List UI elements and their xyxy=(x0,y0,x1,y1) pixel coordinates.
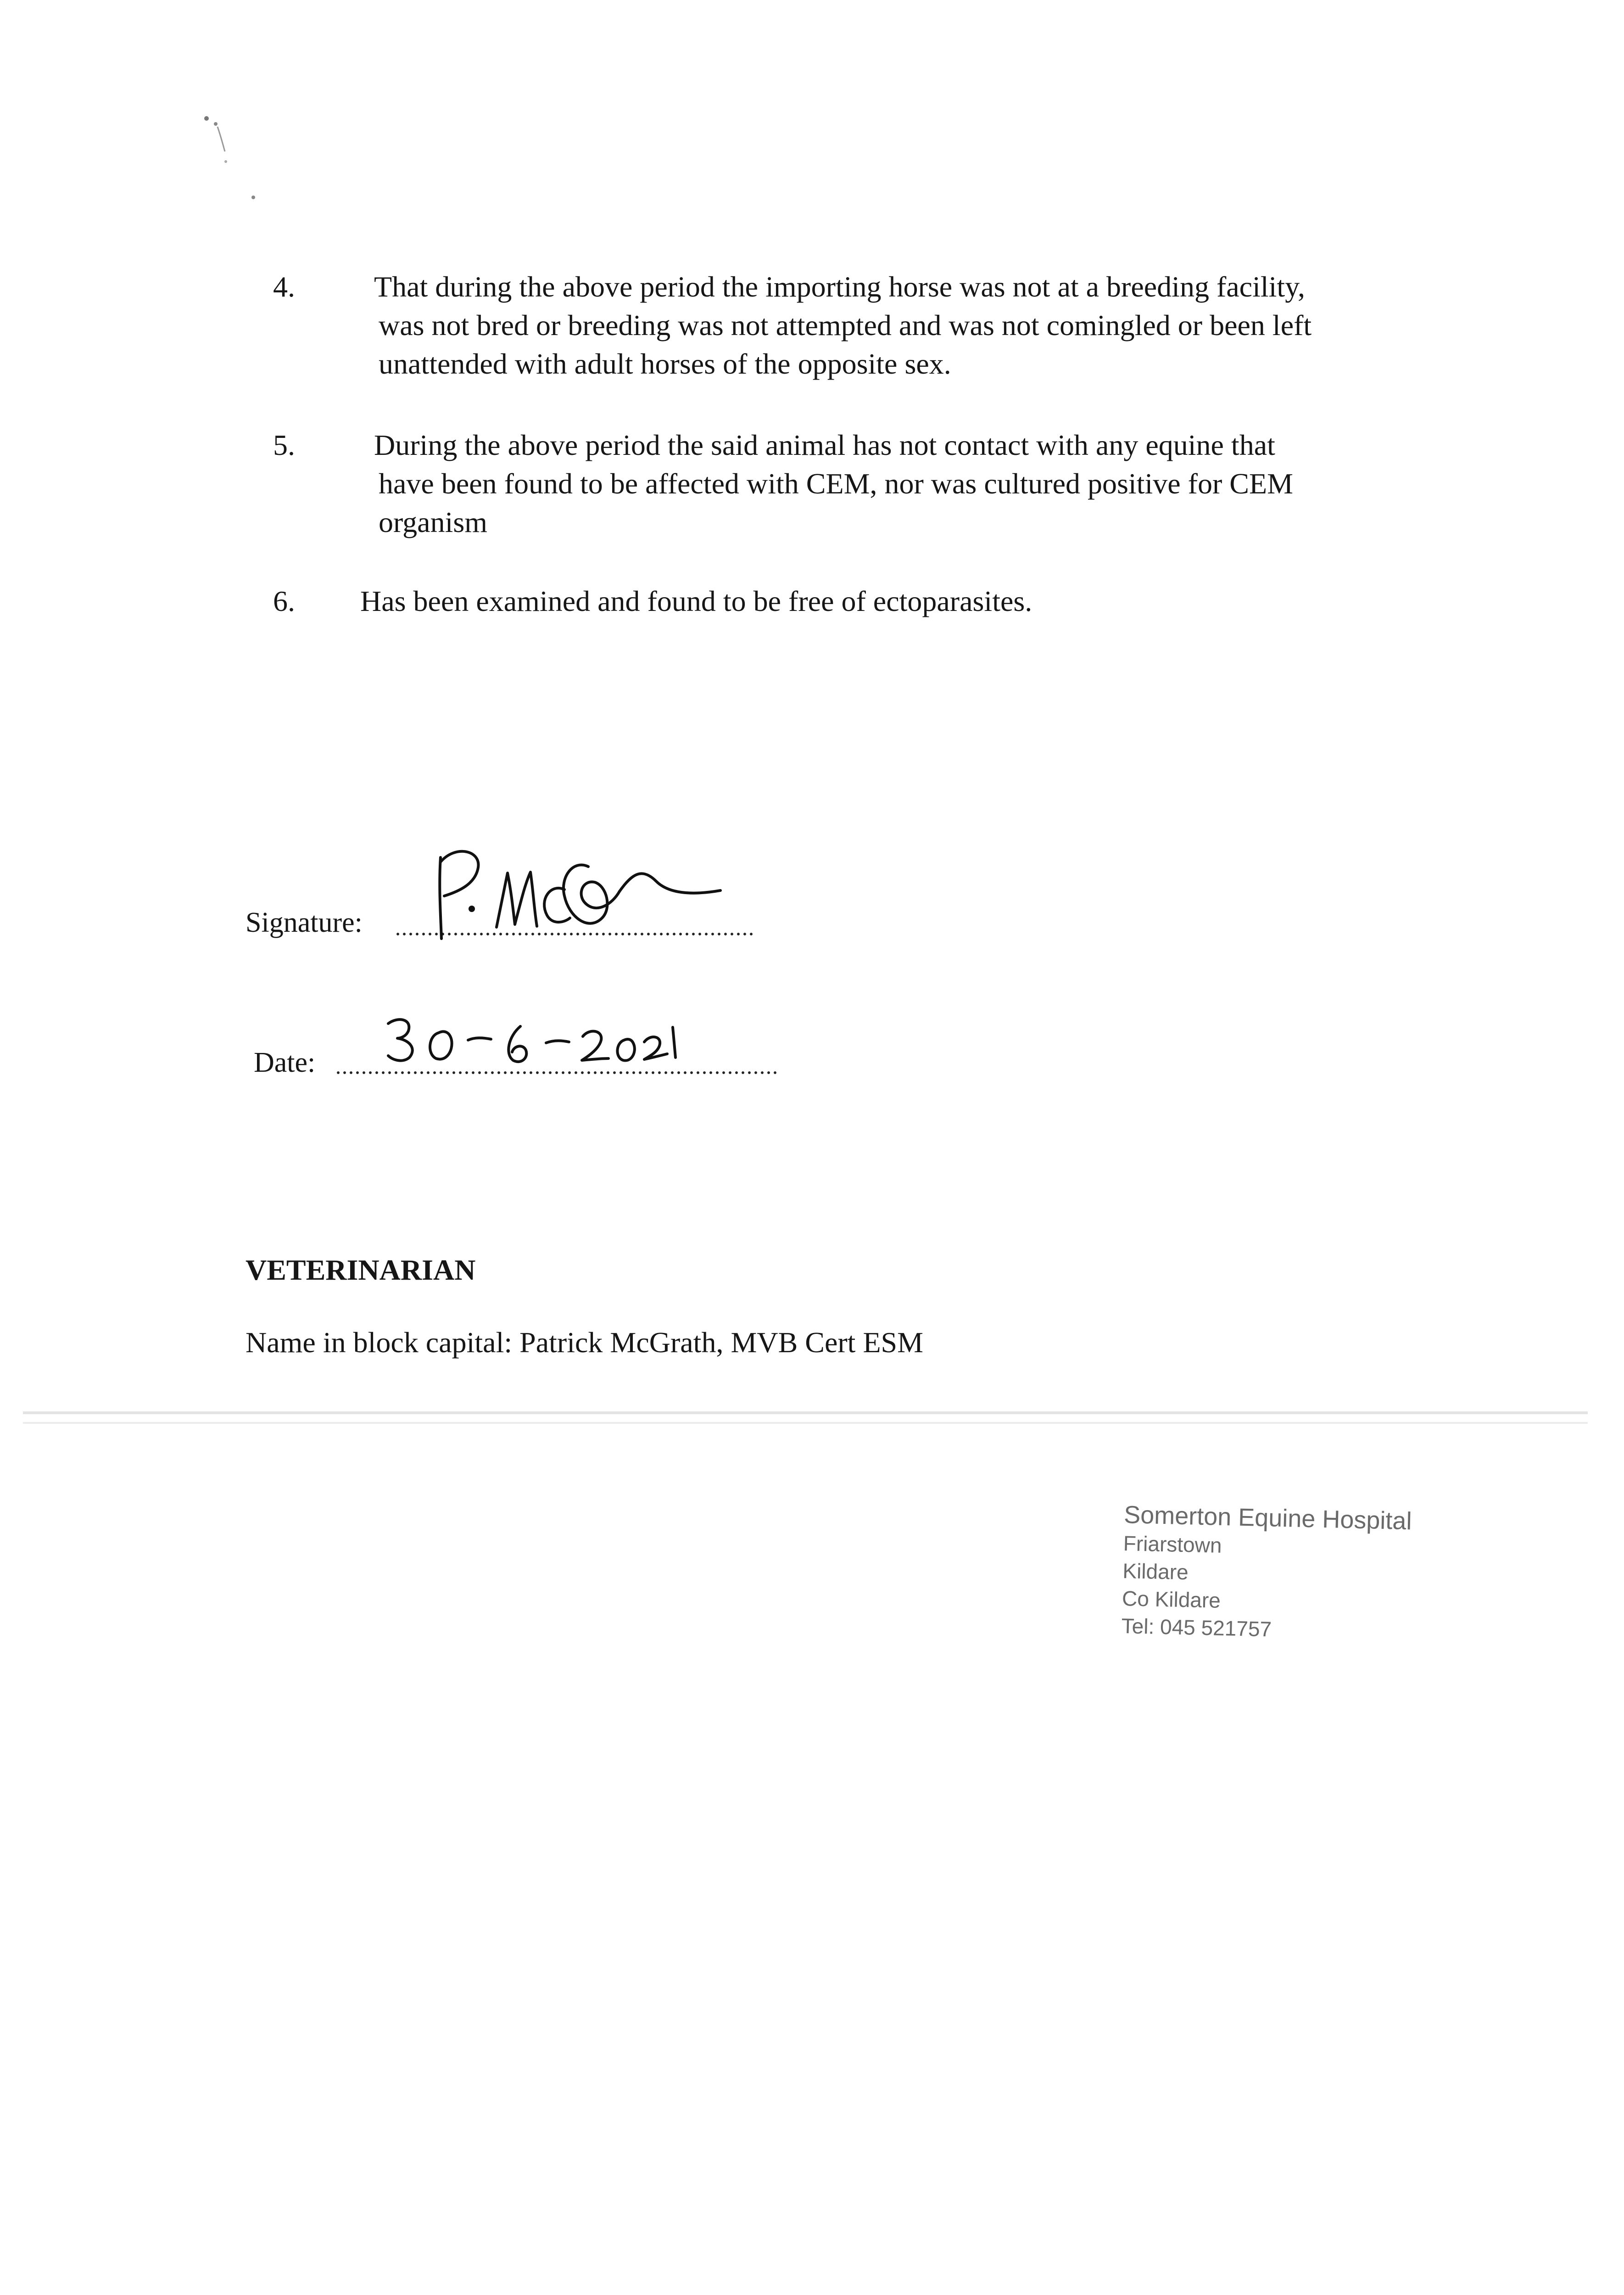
clause-line: unattended with adult horses of the opposite sex. xyxy=(379,347,951,380)
clause-line: was not bred or breeding was not attempted and was not comingled or been left xyxy=(379,309,1312,341)
stamp-line: Co Kildare xyxy=(1122,1586,1221,1612)
stamp-line: Kildare xyxy=(1122,1558,1189,1584)
veterinarian-heading: VETERINARIAN xyxy=(246,1254,476,1286)
stamp-line: Somerton Equine Hospital xyxy=(1123,1500,1412,1535)
clause-line: have been found to be affected with CEM, nor was cultured positive for CEM xyxy=(379,467,1293,500)
clause-number: 4. xyxy=(273,270,295,303)
clause-text xyxy=(374,268,1466,383)
clause-6 xyxy=(273,582,1466,621)
clause-line: Has been examined and found to be free of ectoparasites. xyxy=(360,585,1032,617)
hospital-stamp xyxy=(1121,1500,1412,1646)
clause-line: That during the above period the importing horse was not at a breeding facility, xyxy=(374,270,1306,303)
clause-5 xyxy=(273,426,1466,542)
stamp-line: Tel: 045 521757 xyxy=(1121,1613,1272,1641)
separator-line xyxy=(23,1422,1588,1424)
scan-specks xyxy=(202,110,257,211)
clause-4 xyxy=(273,268,1466,383)
name-label: Name in block capital: xyxy=(246,1326,513,1359)
handwritten-signature xyxy=(427,840,739,950)
clause-line: During the above period the said animal has not contact with any equine that xyxy=(374,429,1275,461)
veterinarian-name-row xyxy=(246,1324,923,1361)
clause-text xyxy=(360,582,1466,621)
signature-label: Signature: xyxy=(246,907,363,938)
clause-line: organism xyxy=(379,506,488,538)
separator-line xyxy=(23,1411,1588,1414)
clause-number: 5. xyxy=(273,429,295,461)
name-value: Patrick McGrath, MVB Cert ESM xyxy=(519,1326,924,1359)
stamp-line: Friarstown xyxy=(1123,1531,1222,1557)
date-dotted-line xyxy=(335,1070,780,1075)
handwritten-date xyxy=(385,1010,678,1069)
clause-number: 6. xyxy=(273,585,295,617)
clause-text xyxy=(374,426,1466,542)
date-label: Date: xyxy=(254,1047,316,1078)
